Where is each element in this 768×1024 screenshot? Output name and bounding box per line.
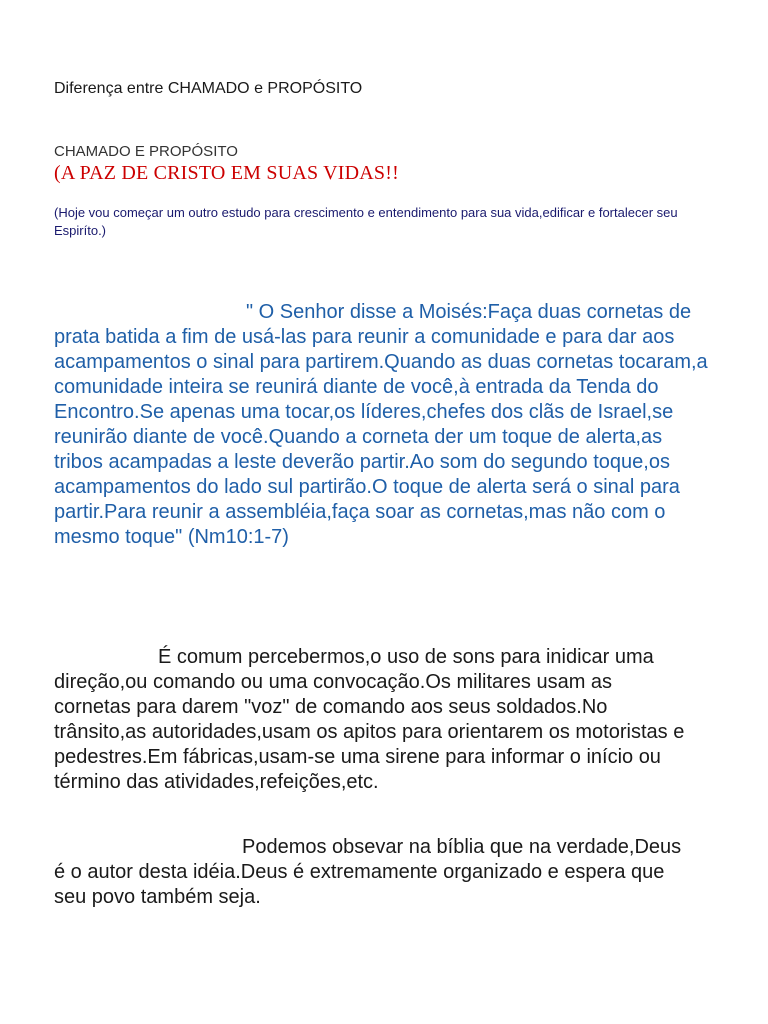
intro-paragraph: (Hoje vou começar um outro estudo para crescimento e entendimento para sua vida,edificar e fortalecer seu Espiríto.) <box>54 205 678 238</box>
section-subtitle: CHAMADO E PROPÓSITO <box>54 143 238 160</box>
body-paragraph-2: Podemos obsevar na bíblia que na verdade,Deus é o autor desta idéia.Deus é extremamente organizado e espera que seu povo também seja. <box>54 836 682 908</box>
scripture-quote: " O Senhor disse a Moisés:Faça duas cornetas de prata batida a fim de usá-las para reunir a comunidade e para dar aos acampamentos o sinal para partirem.Quando as duas cornetas tocaram,a comunidade inteira se reunirá diante de você,à entrada da Tenda do Encontro.Se apenas uma tocar,os líderes,chefes dos clãs de Israel,se reunirão diante de você.Quando a corneta der um toque de alerta,as tribos acampadas a leste deverão partir.Ao som do segundo toque,os acampamentos do lado sul partirão.O toque de alerta será o sinal para partir.Para reunir a assembléia,faça soar as cornetas,mas não com o mesmo toque" (Nm10:1-7) <box>54 301 708 548</box>
greeting-line: (A PAZ DE CRISTO EM SUAS VIDAS!! <box>54 162 399 184</box>
document-title: Diferença entre CHAMADO e PROPÓSITO <box>54 80 363 97</box>
body-paragraph-1: É comum percebermos,o uso de sons para inidicar uma direção,ou comando ou uma convocação.Os militares usam as cornetas para darem "voz" de comando aos seus soldados.No trânsito,as autoridades,usam os apitos para orientarem os motoristas e pedestres.Em fábricas,usam-se uma sirene para informar o início ou término das atividades,refeições,etc. <box>54 646 685 793</box>
